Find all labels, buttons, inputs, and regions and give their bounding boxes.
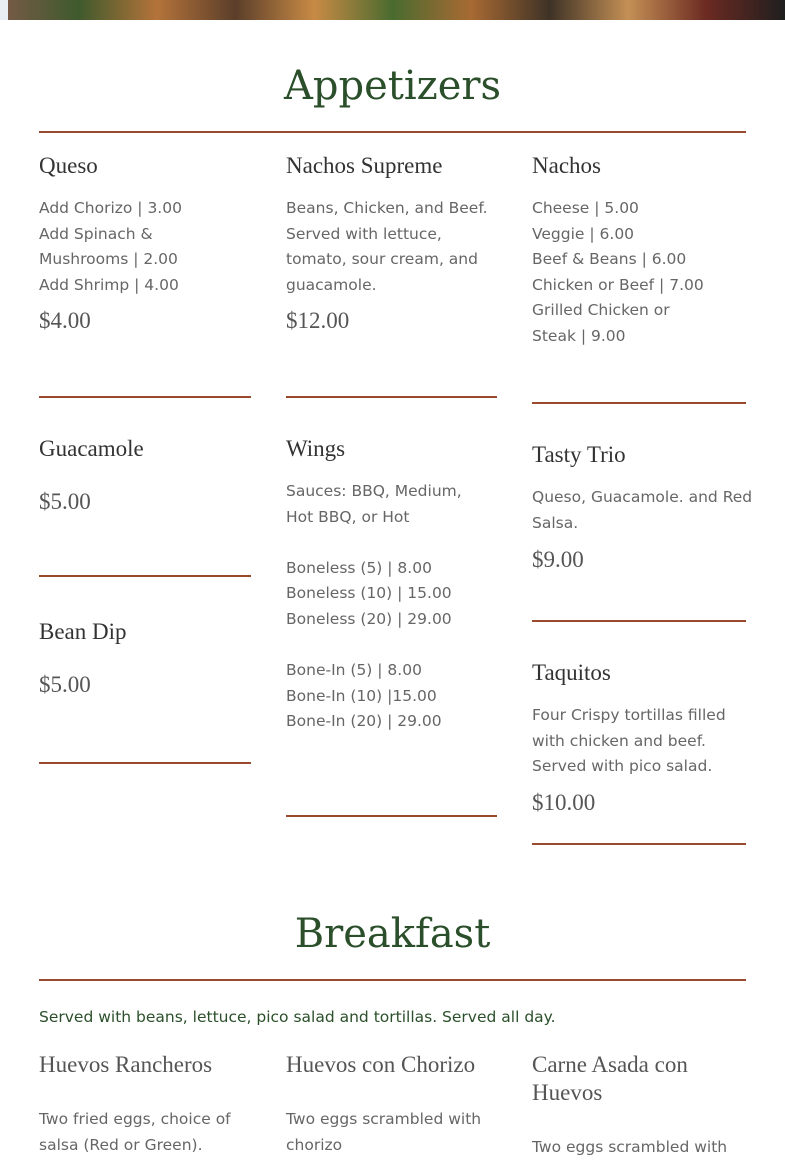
menu-item-desc-nachos-supreme (286, 196, 488, 298)
appetizers-heading-rule (39, 131, 746, 133)
menu-item-name-bean-dip: Bean Dip (39, 619, 127, 644)
desc-line (286, 530, 462, 556)
desc-line: Two fried eggs, choice of (39, 1110, 231, 1128)
desc-line: Bone-In (20) | 29.00 (286, 712, 442, 731)
desc-line: Add Spinach & (39, 224, 153, 243)
desc-line: Steak | 9.00 (532, 326, 626, 345)
menu-item-name-queso: Queso (39, 153, 98, 178)
menu-item-name-huevos-con-chorizo: Huevos con Chorizo (286, 1052, 476, 1077)
menu-item-price-tasty-trio: $9.00 (532, 547, 584, 572)
breakfast-heading-rule (39, 979, 746, 981)
item-divider (39, 396, 251, 398)
desc-line: Veggie | 6.00 (532, 224, 635, 243)
desc-line: Bone-In (5) | 8.00 (286, 661, 422, 680)
desc-line: Beef & Beans | 6.00 (532, 250, 687, 269)
breakfast-note: Served with beans, lettuce, pico salad and tortillas. Served all day. (39, 1008, 556, 1026)
desc-line: Queso, Guacamole. and Red (532, 488, 753, 506)
item-divider (532, 620, 746, 622)
menu-item-name-wings: Wings (286, 436, 346, 461)
appetizers-heading: Appetizers (283, 63, 502, 109)
desc-line: with chicken and beef. (532, 731, 706, 750)
hero-food-image (0, 0, 785, 20)
item-divider (286, 396, 497, 398)
menu-item-price-guacamole: $5.00 (39, 489, 91, 514)
desc-line: Chicken or Beef | 7.00 (532, 275, 704, 294)
desc-line: Add Chorizo | 3.00 (39, 199, 182, 217)
hero-image-edge (0, 0, 8, 20)
desc-line: Boneless (10) | 15.00 (286, 584, 452, 603)
menu-item-desc-taquitos (532, 703, 726, 780)
item-divider (286, 815, 497, 817)
menu-item-name-taquitos: Taquitos (532, 660, 611, 685)
desc-line: salsa (Red or Green). (39, 1135, 203, 1154)
desc-line: Served with lettuce, (286, 224, 442, 243)
menu-item-name-guacamole: Guacamole (39, 436, 144, 461)
desc-line: Four Crispy tortillas filled (532, 706, 726, 724)
desc-line: Boneless (5) | 8.00 (286, 558, 432, 577)
desc-line: Served with pico salad. (532, 757, 713, 776)
menu-item-desc-nachos (532, 196, 704, 350)
desc-line: Two eggs scrambled with (532, 1138, 728, 1156)
name-line: Carne Asada con (532, 1052, 688, 1077)
menu-item-price-nachos-supreme: $12.00 (286, 308, 350, 333)
desc-line: Two eggs scrambled with (286, 1110, 482, 1128)
menu-item-price-bean-dip: $5.00 (39, 672, 91, 697)
menu-item-price-taquitos: $10.00 (532, 790, 596, 815)
desc-line: Sauces: BBQ, Medium, (286, 482, 462, 500)
menu-item-name-huevos-rancheros: Huevos Rancheros (39, 1052, 213, 1077)
item-divider (532, 402, 746, 404)
name-line: Huevos (532, 1080, 603, 1105)
desc-line: Beans, Chicken, and Beef. (286, 199, 488, 217)
desc-line: Mushrooms | 2.00 (39, 250, 178, 269)
item-divider (39, 575, 251, 577)
item-divider (39, 762, 251, 764)
menu-item-desc-carne-asada-con-huevos (532, 1135, 727, 1161)
desc-line (286, 633, 462, 659)
item-divider (532, 843, 746, 845)
menu-item-name-nachos-supreme: Nachos Supreme (286, 153, 443, 178)
menu-item-price-queso: $4.00 (39, 308, 91, 333)
menu-item-desc-tasty-trio (532, 485, 752, 536)
menu-item-name-tasty-trio: Tasty Trio (532, 442, 626, 467)
desc-line: Salsa. (532, 513, 579, 532)
menu-item-name-carne-asada-con-huevos (532, 1051, 688, 1107)
menu-item-desc-queso (39, 196, 182, 298)
desc-line: Add Shrimp | 4.00 (39, 275, 179, 294)
menu-item-desc-wings (286, 479, 462, 735)
desc-line: Cheese | 5.00 (532, 199, 639, 217)
desc-line: tomato, sour cream, and (286, 250, 478, 269)
menu-item-desc-huevos-con-chorizo (286, 1107, 481, 1158)
desc-line: Hot BBQ, or Hot (286, 507, 410, 526)
menu-item-desc-huevos-rancheros (39, 1107, 231, 1158)
breakfast-heading: Breakfast (294, 911, 491, 957)
desc-line: Boneless (20) | 29.00 (286, 609, 452, 628)
desc-line: Grilled Chicken or (532, 301, 670, 320)
desc-line: chorizo (286, 1135, 343, 1154)
menu-item-name-nachos: Nachos (532, 153, 601, 178)
desc-line: Bone-In (10) |15.00 (286, 686, 437, 705)
desc-line: guacamole. (286, 275, 377, 294)
